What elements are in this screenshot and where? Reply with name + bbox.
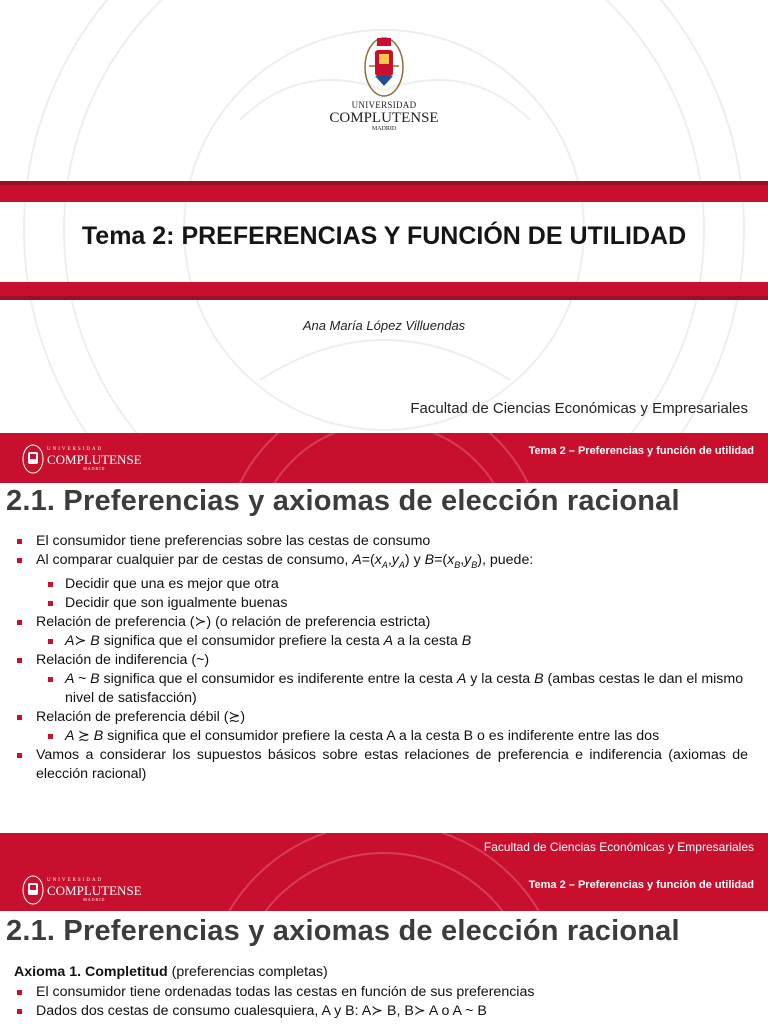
header-logo-line3: MADRID bbox=[83, 466, 106, 471]
logo-line-universidad: UNIVERSIDAD bbox=[351, 100, 417, 110]
header-topic: Tema 2 – Preferencias y función de utilidad bbox=[528, 445, 754, 457]
logo-line-complutense: COMPLUTENSE bbox=[329, 110, 439, 126]
bottom-divider-band bbox=[0, 282, 768, 296]
bullet-icon bbox=[17, 715, 22, 720]
list-item bbox=[0, 632, 768, 651]
bullet-icon bbox=[17, 539, 22, 544]
list-item bbox=[0, 670, 768, 708]
bullet-icon bbox=[17, 990, 22, 995]
header-logo-line1: UNIVERSIDAD bbox=[47, 447, 104, 452]
bullet-text: y la cesta bbox=[466, 670, 535, 687]
university-logo bbox=[0, 36, 768, 132]
math-var: A bbox=[383, 632, 394, 649]
section-title: 2.1. Preferencias y axiomas de elección racional bbox=[6, 915, 680, 947]
list-item bbox=[0, 1002, 768, 1021]
slide-header bbox=[0, 833, 768, 911]
math-var: x bbox=[447, 552, 455, 568]
list-item bbox=[0, 575, 768, 594]
bullet-text: Al comparar cualquier par de cestas de consumo, bbox=[36, 552, 353, 568]
list-item bbox=[0, 746, 768, 784]
faculty-name: Facultad de Ciencias Económicas y Empresariales bbox=[410, 400, 748, 417]
list-item bbox=[0, 594, 768, 613]
bullet-text: significa que el consumidor prefiere la cesta bbox=[99, 632, 384, 649]
bullet-text: , puede: bbox=[482, 552, 534, 568]
math-expression: A ~ B bbox=[65, 670, 100, 687]
bullet-icon bbox=[48, 601, 53, 606]
header-topic: Tema 2 – Preferencias y función de utilidad bbox=[528, 879, 754, 891]
bullet-text: Relación de preferencia débil (≿) bbox=[36, 708, 246, 725]
bullet-icon bbox=[48, 639, 53, 644]
university-crest-icon bbox=[22, 875, 44, 905]
math-sub: B bbox=[454, 559, 461, 570]
bottom-divider-dark bbox=[0, 296, 768, 300]
top-divider-band bbox=[0, 185, 768, 202]
list-item bbox=[0, 708, 768, 727]
bullet-text: significa que el consumidor prefiere la cesta A a la cesta B o es indiferente entre las dos bbox=[103, 727, 660, 744]
math-var: y bbox=[391, 552, 399, 568]
math-var: A bbox=[352, 552, 362, 568]
bullet-list bbox=[0, 532, 768, 784]
math-expression: A≻ B bbox=[65, 632, 100, 649]
header-logo bbox=[22, 444, 142, 474]
header-logo-line2: COMPLUTENSE bbox=[47, 883, 142, 898]
content-slide-axiom bbox=[0, 805, 768, 1024]
bullet-icon bbox=[17, 558, 22, 563]
axiom-subtitle: (preferencias completas) bbox=[167, 964, 328, 980]
bullet-icon bbox=[17, 1009, 22, 1014]
bullet-text: a la cesta bbox=[393, 632, 462, 649]
axiom-heading bbox=[14, 963, 328, 982]
bullet-icon bbox=[48, 582, 53, 587]
bullet-text: Decidir que una es mejor que otra bbox=[65, 575, 279, 592]
math-var: B bbox=[534, 670, 544, 687]
axiom-title: Axioma 1. Completitud bbox=[14, 964, 168, 980]
math-expression: A ≿ B bbox=[65, 727, 104, 744]
bullet-text: significa que el consumidor es indiferente entre la cesta bbox=[99, 670, 457, 687]
bullet-icon bbox=[17, 620, 22, 625]
math-sub: A bbox=[381, 559, 388, 570]
logo-line-madrid: MADRID bbox=[371, 126, 397, 132]
math-var: A bbox=[456, 670, 467, 687]
university-crest-icon bbox=[363, 36, 405, 98]
list-item bbox=[0, 532, 768, 551]
content-slide-preferences bbox=[0, 433, 768, 805]
section-title: 2.1. Preferencias y axiomas de elección racional bbox=[6, 485, 680, 517]
bullet-text: El consumidor tiene preferencias sobre las cestas de consumo bbox=[36, 533, 431, 549]
bullet-list bbox=[0, 983, 768, 1021]
bullet-icon bbox=[48, 677, 53, 682]
header-faculty: Facultad de Ciencias Económicas y Empresariales bbox=[483, 840, 754, 854]
bullet-icon bbox=[17, 658, 22, 663]
bullet-icon bbox=[17, 753, 22, 758]
math-var: y bbox=[464, 552, 472, 568]
bullet-text: (ambas cestas le dan el mismo nivel de satisfacción) bbox=[65, 670, 744, 706]
math-var: B bbox=[461, 632, 472, 649]
bullet-icon bbox=[48, 734, 53, 739]
title-slide bbox=[0, 0, 768, 433]
header-logo bbox=[22, 875, 142, 905]
math-sub: B bbox=[471, 559, 478, 570]
list-item bbox=[0, 651, 768, 670]
author-name: Ana María López Villuendas bbox=[302, 318, 466, 333]
bullet-text: Vamos a considerar los supuestos básicos sobre estas relaciones de preferencia e indiferencia (axiomas de elección racional) bbox=[36, 746, 748, 782]
presentation-title: Tema 2: PREFERENCIAS Y FUNCIÓN DE UTILIDAD bbox=[81, 222, 687, 250]
list-item bbox=[0, 983, 768, 1002]
math-sub: A bbox=[398, 559, 405, 570]
university-crest-icon bbox=[22, 444, 44, 474]
header-logo-line2: COMPLUTENSE bbox=[47, 452, 142, 467]
bullet-text: Decidir que son igualmente buenas bbox=[65, 594, 288, 611]
slide-header bbox=[0, 433, 768, 483]
math-var: B bbox=[424, 552, 435, 568]
math-var: x bbox=[374, 552, 382, 568]
bullet-text: y bbox=[409, 552, 425, 568]
bullet-text: Dados dos cestas de consumo cualesquiera, A y B: A≻ B, B≻ A o A ~ B bbox=[36, 1003, 487, 1019]
list-item bbox=[0, 613, 768, 632]
list-item: Al comparar cualquier par de cestas de consumo, $A=(x_A,y_A)$ y $B=(x_B,y_B)$, puede: bbox=[0, 551, 768, 575]
bullet-text: Relación de preferencia (≻) (o relación de preferencia estricta) bbox=[36, 613, 431, 630]
list-item bbox=[0, 727, 768, 746]
header-logo-line3: MADRID bbox=[83, 897, 106, 902]
bullet-text: Relación de indiferencia (~) bbox=[36, 651, 210, 668]
bullet-text: El consumidor tiene ordenadas todas las cestas en función de sus preferencias bbox=[36, 984, 535, 1000]
header-logo-line1: UNIVERSIDAD bbox=[47, 878, 104, 883]
